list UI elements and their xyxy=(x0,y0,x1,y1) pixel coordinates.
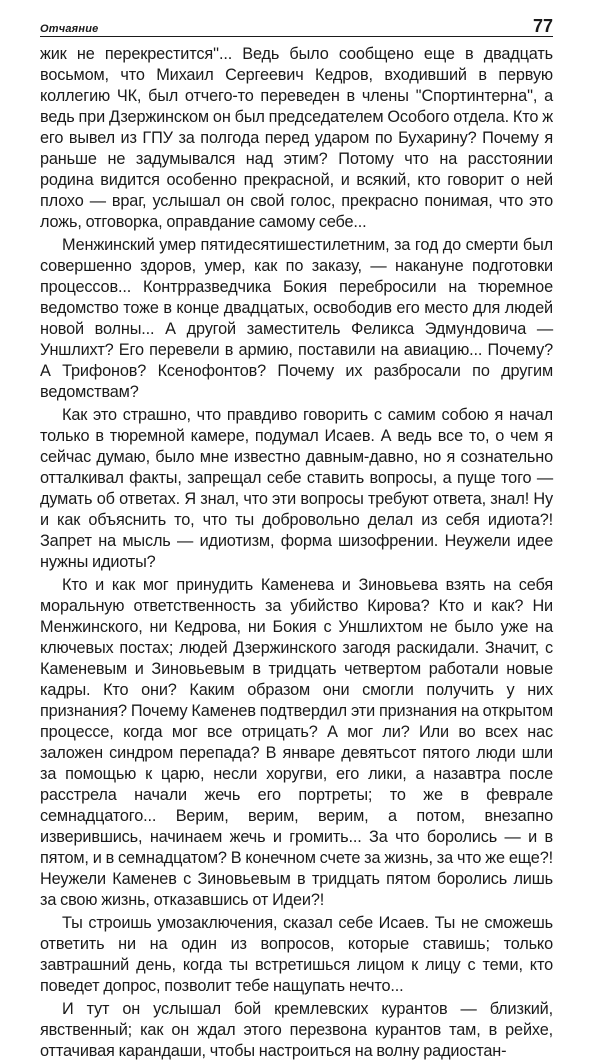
paragraph: Как это страшно, что правдиво говорить с самим собою я начал только в тюремной камере, подумал Исаев. А ведь все то, о чем я сейчас думаю, было мне известно давным-давно, но я сознательно отталкивал факты, запрещал себе ставить вопросы, а пуще того — думать об ответах. Я знал, что эти вопросы требуют ответа, знал! Ну и как объяснить то, что ты добровольно делал из себя идиота?! Запрет на мысль — идиотизм, форма шизофрении. Неужели идее нужны идиоты? xyxy=(40,406,553,571)
paragraph: Кто и как мог принудить Каменева и Зиновьева взять на себя моральную ответственность за убийство Кирова? Кто и как? Ни Менжинского, ни Кедрова, ни Бокия с Уншлихтом не было уже на ключевых постах; людей Дзержинского загодя раскидали. Значит, с Каменевым и Зиновьевым в тридцать четвертом работали новые кадры. Кто они? Каким образом они смогли получить у них признания? Почему Каменев подтвердил эти признания на открытом процессе, когда мог все отрицать? А мог ли? Или во всех нас заложен синдром перепада? В январе девятьсот пятого люди шли за помощью к царю, несли хоругви, его лики, а назавтра после расстрела начали жечь его портреты; то же в феврале семнадцатого... Верим, верим, верим, а потом, внезапно изверившись, начинаем жечь и громить... За что боролись — и в пятом, и в семнадцатом? В конечном счете за жизнь, за что же еще?! Неужели Каменев с Зиновьевым в тридцать пятом боролись лишь за свою жизнь, отказавшись от Идеи?! xyxy=(40,576,553,909)
running-title: Отчаяние xyxy=(40,23,99,35)
paragraph: Менжинский умер пятидесятишестилетним, за год до смерти был совершенно здоров, умер, как по заказу, — накануне подготовки процессов... Контрразведчика Бокия перебросили на тюремное ведомство тоже в конце двадцатых, освободив его место для людей новой волны... А другой заместитель Феликса Эдмундовича — Уншлихт? Его перевели в армию, поставили на авиацию... Почему? А Трифонов? Ксенофонтов? Почему их разбросали по другим ведомствам? xyxy=(40,236,553,401)
paragraph: И тут он услышал бой кремлевских курантов — близкий, явственный; как он ждал этого перезвона курантов там, в рейхе, оттачивая карандаши, чтобы настроиться на волну радиостан- xyxy=(40,1000,553,1060)
running-header xyxy=(40,14,553,38)
paragraph: Ты строишь умозаключения, сказал себе Исаев. Ты не сможешь ответить ни на один из вопросов, которые ставишь; только завтрашний день, когда ты встретишься лицом к лицу с теми, кто поведет допрос, позволит тебе нащупать нечто... xyxy=(40,914,553,995)
page-number: 77 xyxy=(532,16,553,36)
body-text xyxy=(40,44,553,1064)
paragraph: жик не перекрестится''... Ведь было сообщено еще в двадцать восьмом, что Михаил Сергеевич Кедров, входивший в первую коллегию ЧК, был отчего-то переведен в члены ''Спортинтерна'', а ведь при Дзержинском он был председателем Особого отдела. Кто ж его вывел из ГПУ за полгода перед ударом по Бухарину? Почему я раньше не задумывался над этим? Потому что на расстоянии родина видится особенно прекрасной, и всякий, кто говорит о ней плохо — враг, услышал он свой голос, прекрасно понимая, что это ложь, отговорка, оправдание самому себе... xyxy=(40,45,553,231)
header-rule xyxy=(40,36,553,37)
